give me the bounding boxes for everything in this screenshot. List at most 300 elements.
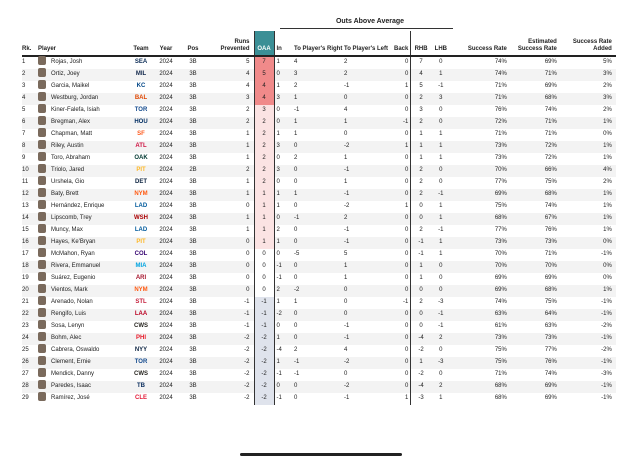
success-added-cell: -1% bbox=[563, 309, 616, 321]
col-pos[interactable]: Pos bbox=[180, 31, 206, 56]
table-row[interactable] bbox=[22, 81, 616, 93]
team-logo bbox=[130, 129, 152, 141]
oaa-cell: 1 bbox=[254, 189, 274, 201]
col-runs-prevented[interactable]: Runs Prevented bbox=[206, 31, 254, 56]
back-cell: 0 bbox=[394, 189, 411, 201]
table-row[interactable] bbox=[22, 345, 616, 357]
rank-cell: 7 bbox=[22, 130, 26, 137]
lhb-cell: -1 bbox=[438, 83, 444, 89]
rank-cell: 15 bbox=[22, 226, 29, 233]
col-rank[interactable]: Rk. bbox=[22, 31, 38, 56]
back-cell: 0 bbox=[394, 69, 411, 81]
to-left-cell: -2 bbox=[344, 381, 394, 393]
rank-cell: 8 bbox=[22, 141, 38, 153]
team-logo bbox=[130, 141, 152, 153]
team-logo bbox=[130, 153, 152, 165]
lhb-cell: 0 bbox=[439, 346, 443, 353]
leaderboard-table bbox=[22, 31, 616, 405]
success-added-cell: 1% bbox=[563, 117, 616, 129]
runs-prevented-cell: 1 bbox=[206, 189, 254, 201]
pos-cell: 3B bbox=[189, 298, 197, 305]
team-logo-icon: HOU bbox=[134, 118, 148, 125]
est-success-rate-cell: 77% bbox=[544, 346, 557, 353]
col-player[interactable]: Player bbox=[38, 31, 130, 56]
runs-prevented-cell: 0 bbox=[246, 202, 250, 209]
lhb-cell: 0 bbox=[431, 285, 451, 297]
player-name[interactable]: Westburg, Jordan bbox=[51, 95, 99, 102]
team-logo-icon: WSH bbox=[134, 214, 148, 221]
table-row[interactable] bbox=[22, 69, 616, 81]
player-name[interactable]: Triolo, Jared bbox=[51, 166, 85, 173]
in-cell: 1 bbox=[274, 189, 294, 201]
team-logo-icon: MIA bbox=[135, 262, 147, 269]
lhb-cell: 0 bbox=[439, 274, 443, 281]
rhb-cell: 1 bbox=[411, 357, 431, 369]
team-logo bbox=[130, 105, 152, 117]
success-rate-cell: 70% bbox=[494, 250, 507, 257]
player-name[interactable]: Bregman, Alex bbox=[51, 119, 91, 125]
runs-prevented-cell: 0 bbox=[206, 237, 254, 249]
success-rate-cell: 73% bbox=[494, 154, 507, 161]
player-name[interactable]: Rengifo, Luis bbox=[51, 310, 87, 317]
player-name[interactable]: Garcia, Maikel bbox=[51, 83, 90, 90]
success-rate-cell: 70% bbox=[451, 261, 511, 273]
to-left-cell: -2 bbox=[344, 202, 350, 209]
player-headshot-icon bbox=[38, 224, 46, 233]
col-to-players-left[interactable]: To Player's Left bbox=[344, 31, 394, 56]
rank-cell: 20 bbox=[22, 285, 38, 297]
team-logo-icon: COL bbox=[134, 250, 148, 257]
player-name[interactable]: Ramírez, José bbox=[51, 394, 90, 401]
runs-prevented-cell: -2 bbox=[244, 346, 250, 353]
in-cell: 3 bbox=[274, 141, 294, 153]
player-headshot-icon bbox=[38, 68, 46, 77]
rhb-cell: 1 bbox=[419, 130, 423, 137]
to-left-cell: -2 bbox=[344, 141, 394, 153]
runs-prevented-cell: -1 bbox=[244, 298, 250, 305]
lhb-cell: -1 bbox=[431, 189, 451, 201]
table-row[interactable] bbox=[22, 213, 616, 225]
oaa-cell: 2 bbox=[254, 153, 274, 165]
rank-cell: 5 bbox=[22, 106, 26, 113]
team-logo bbox=[130, 117, 152, 129]
player-name[interactable]: Bohm, Alec bbox=[51, 334, 82, 341]
est-success-rate-cell: 71% bbox=[511, 117, 563, 129]
rhb-cell: 0 bbox=[419, 322, 423, 329]
success-added-cell: 1% bbox=[563, 213, 616, 225]
team-logo-icon: CWS bbox=[134, 322, 148, 329]
player-name[interactable]: Suárez, Eugenio bbox=[51, 274, 96, 281]
table-row[interactable] bbox=[22, 321, 616, 333]
rhb-cell: 2 bbox=[411, 117, 431, 129]
team-logo bbox=[130, 309, 152, 321]
back-cell: 0 bbox=[394, 153, 411, 165]
table-row[interactable] bbox=[22, 369, 616, 381]
to-left-cell: -1 bbox=[344, 333, 394, 345]
player-name[interactable]: Riley, Austin bbox=[51, 142, 84, 149]
year-cell: 2024 bbox=[152, 333, 180, 345]
player-cell bbox=[38, 369, 130, 381]
player-headshot-icon bbox=[38, 56, 46, 65]
player-name[interactable]: Hayes, Ke'Bryan bbox=[51, 238, 96, 245]
player-headshot-icon bbox=[38, 176, 46, 185]
oaa-cell: 2 bbox=[254, 165, 274, 177]
player-headshot-icon bbox=[38, 344, 46, 353]
team-logo bbox=[130, 285, 152, 297]
to-right-cell: 4 bbox=[294, 59, 298, 66]
to-right-cell: 2 bbox=[294, 346, 298, 353]
est-success-rate-cell: 66% bbox=[511, 165, 563, 177]
year-cell: 2024 bbox=[159, 59, 173, 66]
success-added-cell: 0% bbox=[563, 261, 616, 273]
year-cell: 2024 bbox=[159, 370, 173, 377]
col-to-players-right[interactable]: To Player's Right bbox=[294, 31, 344, 56]
table-row[interactable] bbox=[22, 285, 616, 297]
team-logo bbox=[130, 321, 152, 333]
pos-cell: 3B bbox=[180, 117, 206, 129]
player-headshot-icon bbox=[38, 308, 46, 317]
back-cell: 0 bbox=[394, 261, 411, 273]
col-back[interactable]: Back bbox=[394, 31, 411, 56]
rank-cell: 21 bbox=[22, 298, 29, 305]
player-cell bbox=[38, 117, 130, 129]
col-team[interactable]: Team bbox=[130, 31, 152, 56]
est-success-rate-cell: 69% bbox=[544, 59, 557, 66]
table-row[interactable] bbox=[22, 357, 616, 369]
player-cell bbox=[38, 393, 130, 405]
table-row[interactable] bbox=[22, 56, 616, 69]
back-cell: 0 bbox=[394, 213, 411, 225]
rank-cell: 29 bbox=[22, 394, 29, 401]
player-name[interactable]: Mendick, Danny bbox=[51, 370, 95, 377]
to-left-cell: -1 bbox=[344, 237, 394, 249]
to-right-cell: 0 bbox=[294, 333, 344, 345]
table-row[interactable] bbox=[22, 393, 616, 405]
to-left-cell: 0 bbox=[344, 93, 394, 105]
team-logo-icon: MIL bbox=[135, 71, 147, 78]
team-logo bbox=[130, 333, 152, 345]
to-right-cell: 0 bbox=[294, 237, 344, 249]
player-name[interactable]: Sosa, Lenyn bbox=[51, 322, 85, 329]
to-right-cell: 0 bbox=[294, 394, 298, 401]
runs-prevented-cell: -2 bbox=[206, 357, 254, 369]
col-rhb[interactable]: RHB bbox=[411, 31, 431, 56]
rank-cell: 2 bbox=[22, 69, 38, 81]
pos-cell: 3B bbox=[189, 370, 197, 377]
player-name[interactable]: Kiner-Falefa, Isiah bbox=[51, 107, 100, 114]
back-cell: 0 bbox=[394, 333, 411, 345]
rank-cell: 14 bbox=[22, 213, 38, 225]
rank-cell: 22 bbox=[22, 309, 38, 321]
to-left-cell: 0 bbox=[344, 309, 394, 321]
rhb-cell: 1 bbox=[411, 141, 431, 153]
to-right-cell: 0 bbox=[294, 202, 298, 209]
lhb-cell: 1 bbox=[431, 69, 451, 81]
table-row[interactable] bbox=[22, 381, 616, 393]
player-cell bbox=[38, 381, 130, 393]
back-cell: 0 bbox=[394, 273, 411, 285]
in-cell: 0 bbox=[274, 69, 294, 81]
est-success-rate-cell: 72% bbox=[544, 154, 557, 161]
rank-cell: 18 bbox=[22, 261, 38, 273]
oaa-cell: 4 bbox=[254, 81, 274, 93]
pos-cell: 3B bbox=[180, 381, 206, 393]
to-left-cell: 1 bbox=[344, 261, 394, 273]
player-cell bbox=[38, 69, 130, 81]
runs-prevented-cell: 1 bbox=[246, 178, 250, 185]
year-cell: 2024 bbox=[159, 298, 173, 305]
player-headshot-icon bbox=[38, 260, 46, 269]
year-cell: 2024 bbox=[159, 250, 173, 257]
est-success-rate-cell: 71% bbox=[511, 69, 563, 81]
player-name[interactable]: Toro, Abraham bbox=[51, 154, 91, 161]
oaa-cell: 0 bbox=[254, 273, 274, 285]
table-row[interactable] bbox=[22, 177, 616, 189]
col-estimated-success-rate[interactable]: Estimated Success Rate bbox=[511, 31, 563, 56]
table-row[interactable] bbox=[22, 129, 616, 141]
success-added-cell: 1% bbox=[563, 285, 616, 297]
oaa-cell: 1 bbox=[254, 213, 274, 225]
rhb-cell: -3 bbox=[418, 394, 424, 401]
team-logo bbox=[130, 93, 152, 105]
team-logo bbox=[130, 237, 152, 249]
table-row[interactable] bbox=[22, 333, 616, 345]
table-row[interactable] bbox=[22, 273, 616, 285]
player-headshot-icon bbox=[38, 296, 46, 305]
player-name[interactable]: Hernández, Enrique bbox=[51, 202, 105, 209]
success-added-cell: -1% bbox=[563, 333, 616, 345]
to-right-cell: 0 bbox=[294, 178, 298, 185]
back-cell: 1 bbox=[394, 141, 411, 153]
table-row[interactable] bbox=[22, 117, 616, 129]
team-logo bbox=[130, 81, 152, 93]
runs-prevented-cell: 2 bbox=[206, 165, 254, 177]
rhb-cell: -1 bbox=[418, 250, 424, 257]
success-added-cell: 2% bbox=[603, 106, 612, 113]
to-left-cell: 1 bbox=[344, 154, 348, 161]
year-cell: 2024 bbox=[159, 322, 173, 329]
rhb-cell: 4 bbox=[411, 69, 431, 81]
pos-cell: 2B bbox=[180, 165, 206, 177]
player-headshot-icon bbox=[38, 212, 46, 221]
year-cell: 2024 bbox=[159, 394, 173, 401]
oaa-cell: 0 bbox=[254, 285, 274, 297]
in-cell: 0 bbox=[276, 250, 280, 257]
pos-cell: 3B bbox=[180, 309, 206, 321]
lhb-cell: 0 bbox=[431, 165, 451, 177]
lhb-cell: 1 bbox=[439, 394, 443, 401]
player-name[interactable]: Cabrera, Oswaldo bbox=[51, 346, 100, 353]
back-cell: 0 bbox=[394, 177, 411, 189]
player-name[interactable]: Clement, Ernie bbox=[51, 358, 91, 365]
oaa-cell: 2 bbox=[254, 177, 274, 189]
lhb-cell: 0 bbox=[439, 178, 443, 185]
runs-prevented-cell: 2 bbox=[206, 117, 254, 129]
pos-cell: 3B bbox=[189, 322, 197, 329]
player-headshot-icon bbox=[38, 248, 46, 257]
success-added-cell: 0% bbox=[563, 237, 616, 249]
player-headshot-icon bbox=[38, 80, 46, 89]
back-cell: -1 bbox=[394, 297, 411, 309]
success-rate-cell: 63% bbox=[451, 309, 511, 321]
success-added-cell: -2% bbox=[601, 322, 612, 329]
success-rate-cell: 68% bbox=[494, 394, 507, 401]
success-added-cell: -3% bbox=[601, 370, 612, 377]
pos-cell: 3B bbox=[189, 154, 197, 161]
year-cell: 2024 bbox=[152, 357, 180, 369]
player-cell bbox=[38, 129, 130, 141]
table-row[interactable] bbox=[22, 225, 616, 237]
player-name[interactable]: Rivera, Emmanuel bbox=[51, 262, 101, 269]
success-rate-cell: 74% bbox=[494, 59, 507, 66]
back-cell: 0 bbox=[394, 129, 411, 141]
table-row[interactable] bbox=[22, 297, 616, 309]
col-year[interactable]: Year bbox=[152, 31, 180, 56]
lhb-cell: 1 bbox=[431, 213, 451, 225]
team-logo-icon: TB bbox=[137, 382, 145, 389]
rhb-cell: 1 bbox=[411, 261, 431, 273]
success-added-cell: 0% bbox=[603, 130, 612, 137]
col-success-rate-added[interactable]: Success Rate Added bbox=[563, 31, 616, 56]
player-cell bbox=[38, 261, 130, 273]
team-logo bbox=[130, 165, 152, 177]
lhb-cell: 1 bbox=[439, 154, 443, 161]
rank-cell: 9 bbox=[22, 154, 26, 161]
table-row[interactable] bbox=[22, 261, 616, 273]
team-logo bbox=[130, 393, 152, 405]
to-right-cell: 0 bbox=[294, 141, 344, 153]
rank-cell: 17 bbox=[22, 250, 29, 257]
est-success-rate-cell: 71% bbox=[544, 130, 557, 137]
rank-cell: 28 bbox=[22, 381, 38, 393]
team-logo bbox=[130, 56, 152, 69]
runs-prevented-cell: -1 bbox=[206, 309, 254, 321]
to-right-cell: 2 bbox=[294, 83, 298, 89]
team-logo-icon: TOR bbox=[134, 358, 148, 365]
player-name[interactable]: McMahon, Ryan bbox=[51, 250, 95, 257]
est-success-rate-cell: 68% bbox=[511, 189, 563, 201]
col-oaa[interactable]: OAA bbox=[254, 31, 274, 56]
back-cell: 0 bbox=[394, 225, 411, 237]
horizontal-scrollbar[interactable] bbox=[240, 453, 402, 456]
back-cell: 0 bbox=[394, 369, 411, 381]
table-row[interactable] bbox=[22, 201, 616, 213]
player-name[interactable]: Paredes, Isaac bbox=[51, 382, 92, 389]
rhb-cell: -4 bbox=[411, 333, 431, 345]
in-cell: -1 bbox=[276, 394, 282, 401]
lhb-cell: 2 bbox=[431, 333, 451, 345]
rank-cell: 27 bbox=[22, 370, 29, 377]
table-row[interactable] bbox=[22, 141, 616, 153]
rhb-cell: -2 bbox=[418, 370, 424, 377]
back-cell: 0 bbox=[394, 165, 411, 177]
in-cell: -1 bbox=[274, 261, 294, 273]
table-row[interactable] bbox=[22, 237, 616, 249]
rhb-cell: 2 bbox=[411, 165, 431, 177]
table-row[interactable] bbox=[22, 309, 616, 321]
success-added-cell: 3% bbox=[563, 69, 616, 81]
player-cell bbox=[38, 93, 130, 105]
player-name[interactable]: Arenado, Nolan bbox=[51, 298, 93, 305]
year-cell: 2024 bbox=[152, 69, 180, 81]
rhb-cell: 0 bbox=[419, 202, 423, 209]
team-logo bbox=[130, 69, 152, 81]
success-rate-cell: 61% bbox=[494, 322, 507, 329]
team-logo-icon: NYY bbox=[134, 346, 148, 353]
runs-prevented-cell: 4 bbox=[246, 83, 250, 89]
in-cell: 2 bbox=[274, 285, 294, 297]
lhb-cell: 1 bbox=[431, 141, 451, 153]
success-rate-cell: 74% bbox=[451, 69, 511, 81]
runs-prevented-cell: 1 bbox=[206, 141, 254, 153]
est-success-rate-cell: 70% bbox=[511, 261, 563, 273]
success-rate-cell: 73% bbox=[451, 141, 511, 153]
col-in[interactable]: In bbox=[274, 31, 294, 56]
to-right-cell: 3 bbox=[294, 69, 344, 81]
back-cell: 0 bbox=[394, 357, 411, 369]
group-header-rule bbox=[280, 28, 453, 29]
player-headshot-icon bbox=[38, 380, 46, 389]
table-row[interactable] bbox=[22, 153, 616, 165]
success-rate-cell: 69% bbox=[451, 189, 511, 201]
table-row[interactable] bbox=[22, 189, 616, 201]
player-name[interactable]: Vientos, Mark bbox=[51, 286, 88, 293]
rhb-cell: -1 bbox=[411, 237, 431, 249]
runs-prevented-cell: -2 bbox=[206, 381, 254, 393]
col-success-rate[interactable]: Success Rate bbox=[451, 31, 511, 56]
in-cell: 0 bbox=[274, 381, 294, 393]
success-rate-cell: 71% bbox=[494, 370, 507, 377]
success-rate-cell: 77% bbox=[494, 226, 507, 233]
table-row[interactable] bbox=[22, 105, 616, 117]
player-headshot-icon bbox=[38, 152, 46, 161]
player-name[interactable]: Lipscomb, Trey bbox=[51, 214, 92, 221]
rhb-cell: 2 bbox=[419, 226, 423, 233]
player-name[interactable]: Ortiz, Joey bbox=[51, 71, 80, 78]
runs-prevented-cell: -2 bbox=[244, 370, 250, 377]
player-name[interactable]: Rojas, Josh bbox=[51, 59, 83, 66]
player-cell bbox=[38, 321, 130, 333]
table-row[interactable] bbox=[22, 249, 616, 261]
player-name[interactable]: Chapman, Matt bbox=[51, 130, 93, 137]
col-lhb[interactable]: LHB bbox=[431, 31, 451, 56]
team-logo bbox=[130, 357, 152, 369]
to-left-cell: 0 bbox=[344, 298, 348, 305]
est-success-rate-cell: 64% bbox=[511, 309, 563, 321]
back-cell: 0 bbox=[394, 285, 411, 297]
runs-prevented-cell: 0 bbox=[246, 250, 250, 257]
player-name[interactable]: Urshela, Gio bbox=[51, 178, 85, 185]
est-success-rate-cell: 74% bbox=[544, 370, 557, 377]
table-row[interactable] bbox=[22, 93, 616, 105]
year-cell: 2024 bbox=[152, 213, 180, 225]
rank-cell: 1 bbox=[22, 59, 26, 66]
player-name[interactable]: Muncy, Max bbox=[51, 226, 83, 233]
in-cell: 0 bbox=[276, 178, 280, 185]
back-cell: 0 bbox=[394, 381, 411, 393]
pos-cell: 3B bbox=[189, 274, 197, 281]
rhb-cell: 1 bbox=[419, 274, 423, 281]
lhb-cell: -1 bbox=[438, 322, 444, 329]
table-row[interactable] bbox=[22, 165, 616, 177]
est-success-rate-cell: 73% bbox=[511, 333, 563, 345]
to-right-cell: 0 bbox=[294, 261, 344, 273]
success-added-cell: 2% bbox=[603, 83, 612, 89]
pos-cell: 3B bbox=[189, 106, 197, 113]
player-name[interactable]: Baty, Brett bbox=[51, 190, 79, 197]
back-cell: 0 bbox=[394, 309, 411, 321]
team-logo-icon: NYM bbox=[134, 190, 148, 197]
